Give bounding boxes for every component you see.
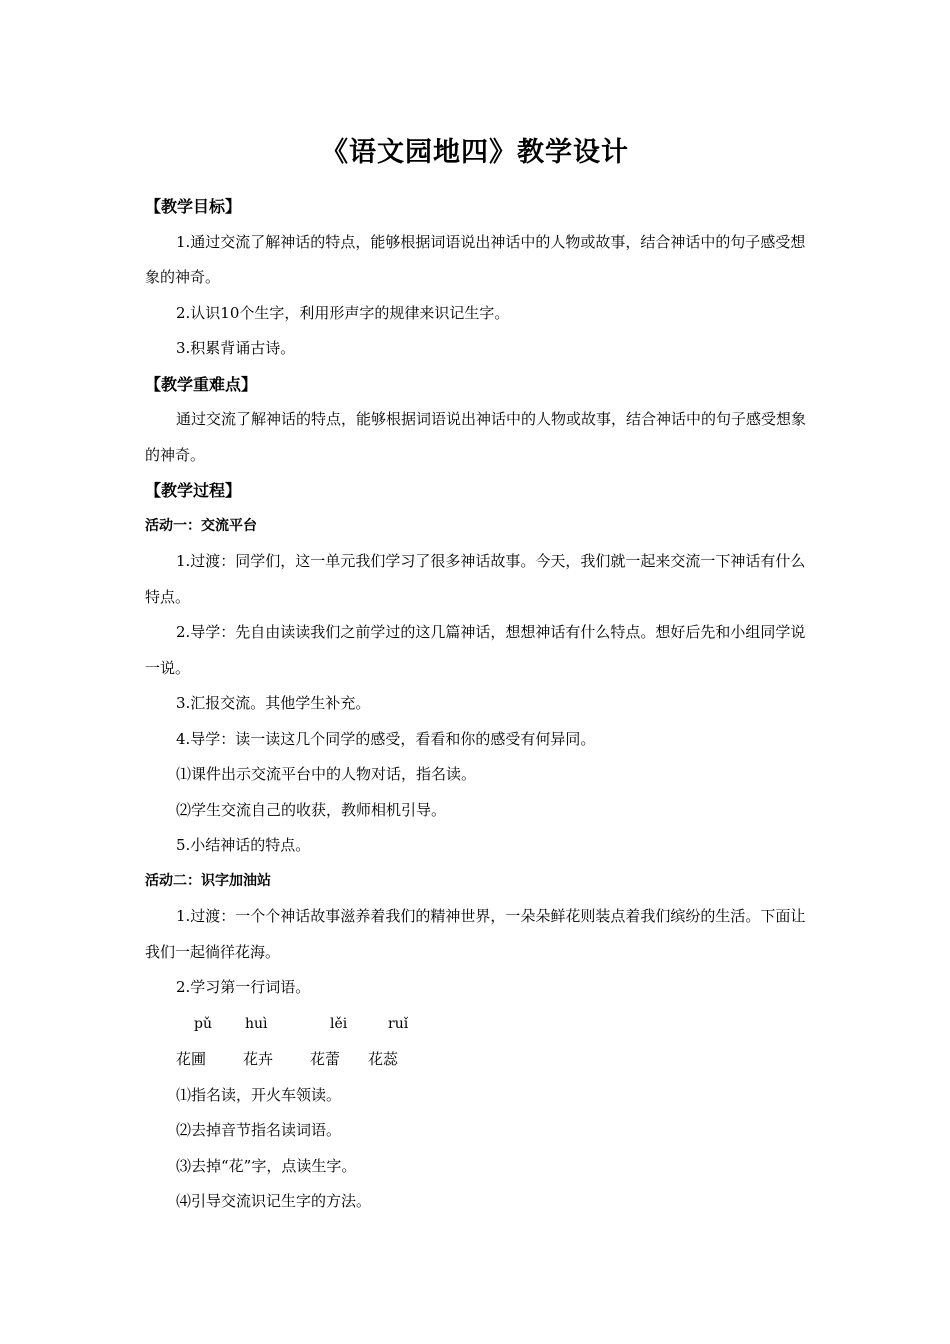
activity-step: 4.导学：读一读这几个同学的感受，看看和你的感受有何异同。 — [176, 729, 596, 748]
section-heading-process: 【教学过程】 — [145, 481, 242, 500]
activity-substep: ⑷引导交流识记生字的方法。 — [176, 1192, 372, 1210]
vocabulary-word: 花圃 — [176, 1050, 207, 1068]
pinyin-label: lěi — [330, 1015, 348, 1032]
activity-substep: ⑵学生交流自己的收获，教师相机引导。 — [176, 800, 447, 819]
document-body — [145, 189, 807, 1220]
key-points-paragraph: 通过交流了解神话的特点，能够根据词语说出神话中的人物或故事，结合神话中的句子感受想象的神奇。 — [145, 410, 807, 464]
activity-step: 2.导学：先自由读读我们之前学过的这几篇神话，想想神话有什么特点。想好后先和小组同学说一说。 — [145, 623, 806, 677]
objective-item: 1.通过交流了解神话的特点，能够根据词语说出神话中的人物或故事，结合神话中的句子感受想象的神奇。 — [145, 232, 806, 286]
document-title: 《语文园地四》教学设计 — [321, 137, 629, 168]
activity-step: 3.汇报交流。其他学生补充。 — [176, 694, 371, 712]
activity-substep: ⑵去掉音节指名读词语。 — [176, 1121, 342, 1139]
activity-substep: ⑴指名读，开火车领读。 — [176, 1085, 342, 1104]
objective-item: 2.认识10个生字，利用形声字的规律来识记生字。 — [176, 303, 510, 322]
activity-step: 5.小结神话的特点。 — [176, 836, 311, 854]
pinyin-label: ruǐ — [388, 1015, 409, 1032]
pinyin-row — [145, 1006, 807, 1043]
pinyin-label: pǔ — [194, 1015, 212, 1032]
objective-item: 3.积累背诵古诗。 — [176, 339, 296, 357]
activity-step: 2.学习第一行词语。 — [176, 978, 311, 996]
vocabulary-word: 花蕊 — [368, 1050, 399, 1068]
pinyin-label: huì — [245, 1015, 268, 1032]
activity-heading: 活动二：识字加油站 — [145, 872, 271, 889]
activity-substep: ⑴课件出示交流平台中的人物对话，指名读。 — [176, 765, 477, 783]
section-heading-objectives: 【教学目标】 — [145, 197, 242, 216]
vocabulary-word: 花卉 — [243, 1050, 274, 1068]
vocabulary-row — [145, 1042, 807, 1078]
activity-heading: 活动一：交流平台 — [145, 517, 257, 534]
activity-substep: ⑶去掉“花”字，点读生字。 — [176, 1156, 357, 1175]
vocabulary-word: 花蕾 — [310, 1050, 341, 1068]
activity-step: 1.过渡：一个个神话故事滋养着我们的精神世界，一朵朵鲜花则装点着我们缤纷的生活。下面让我们一起徜徉花海。 — [145, 907, 806, 961]
section-heading-key-points: 【教学重难点】 — [145, 374, 258, 394]
activity-step: 1.过渡：同学们，这一单元我们学习了很多神话故事。今天，我们就一起来交流一下神话有什么特点。 — [145, 552, 806, 606]
